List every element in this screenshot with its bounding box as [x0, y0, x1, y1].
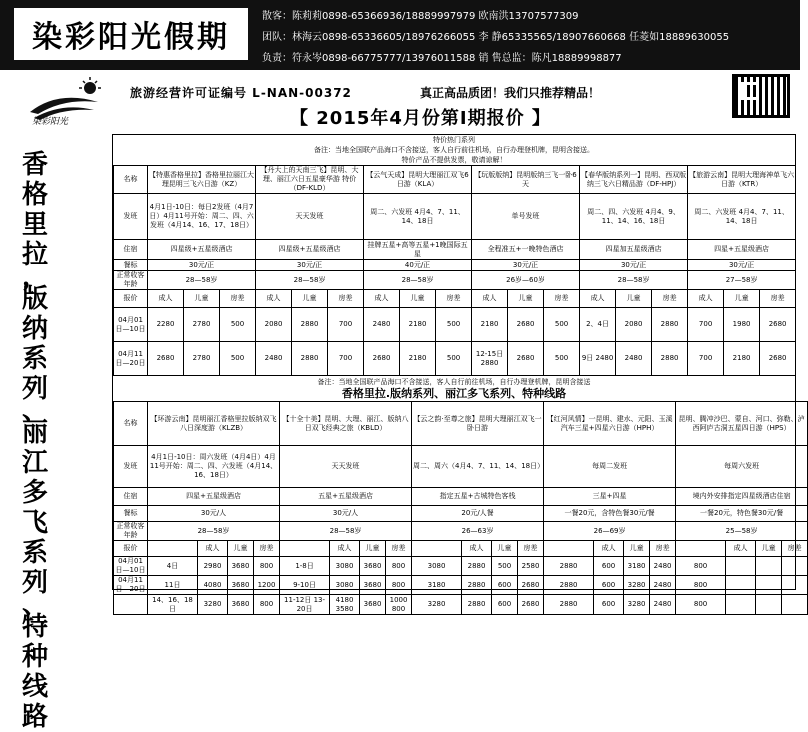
table-cell: 27—58岁: [688, 271, 796, 290]
table-cell: 成人: [256, 290, 292, 308]
table-cell: 3280: [624, 595, 650, 615]
table-cell: [782, 557, 808, 576]
table-cell: 28—58岁: [280, 522, 412, 541]
table-cell: 2480: [650, 576, 676, 595]
table-cell: 成人: [148, 290, 184, 308]
table-cell: 境内外安排指定四星级酒店住宿: [676, 488, 808, 506]
table-cell: 3680: [360, 595, 386, 615]
table-cell: 04月11日—20日: [114, 342, 148, 376]
table-cell: 800: [386, 576, 412, 595]
table-cell: 每周二发班: [544, 446, 676, 488]
table-cell: 28—58岁: [580, 271, 688, 290]
table-cell: 【特惠香格里拉】香格里拉丽江大理昆明三飞六日游（KZ）: [148, 166, 256, 194]
side-char: 多: [21, 478, 48, 508]
side-char: 纳: [21, 314, 48, 344]
header-bar: [0, 0, 800, 70]
table-cell: 四星级+五星级酒店: [148, 240, 256, 260]
table-cell: 成人: [364, 290, 400, 308]
table-cell: 30元/正: [688, 260, 796, 271]
table-cell: 28—58岁: [148, 271, 256, 290]
table-cell: 房差: [760, 290, 796, 308]
table-cell: 600: [594, 595, 624, 615]
table-cell: 单号发班: [472, 194, 580, 240]
table-row: [114, 576, 808, 595]
table-cell: 周二、六发班 4月4、7、11、14、18日: [688, 194, 796, 240]
table-cell: 报价: [114, 541, 148, 557]
side-char: 线: [21, 672, 48, 702]
table-cell: 周二、六发班 4月4、7、11、14、18日: [364, 194, 472, 240]
table-cell: 挂牌五星+高等五星+1晚国际五星: [364, 240, 472, 260]
table-row: [114, 271, 796, 290]
section1-header: 特价热门系列: [433, 136, 475, 144]
table-cell: 成人: [198, 541, 228, 557]
table-cell: 四星+五星级酒店: [148, 488, 280, 506]
row-label: 餐标: [114, 260, 148, 271]
table-row: [114, 506, 808, 522]
price-sheet: [112, 134, 805, 613]
table-cell: 2180: [400, 308, 436, 342]
side-char: 丽: [21, 418, 48, 448]
table-cell: 500: [220, 342, 256, 376]
table-row: [114, 557, 808, 576]
table-cell: 2180: [724, 342, 760, 376]
table-row: [114, 595, 808, 615]
contact-line: 团队：林海云0898-65336605/18976266055 李 静65335565/18907660668 任菱如18889630055: [262, 32, 730, 43]
row-label: 住宿: [114, 488, 148, 506]
logo-caption: 染彩阳光: [32, 117, 69, 127]
side-title: [4, 150, 66, 732]
table-cell: 昆明、腾冲沙巴、蒙自、河口、弥勒、泸西阿庐古洞五星四日游（HPS）: [676, 402, 808, 446]
table-cell: 1200: [254, 576, 280, 595]
table-cell: 【红河风情】一昆明、建水、元阳、玉溪汽车三星+四星六日游（HPH）: [544, 402, 676, 446]
table-cell: 3280: [624, 576, 650, 595]
table-cell: 700: [328, 308, 364, 342]
table-cell: 2080: [616, 308, 652, 342]
table-cell: 2、4日: [580, 308, 616, 342]
table-cell: 9-10日: [280, 576, 330, 595]
slogan: 真正高品质团！我们只推荐精品！: [420, 86, 601, 100]
side-char: 种: [21, 642, 48, 672]
table-cell: 房差: [544, 290, 580, 308]
section1-table: [113, 165, 796, 376]
table-row: [114, 522, 808, 541]
table-cell: 2880: [652, 342, 688, 376]
section1-note: 特价产品不提供发票，敬请谅解！: [401, 156, 507, 164]
table-cell: 2180: [400, 342, 436, 376]
table-cell: 房差: [650, 541, 676, 557]
table-cell: 3080: [330, 576, 360, 595]
table-cell: [756, 576, 782, 595]
table-cell: 04月01日—10日: [114, 308, 148, 342]
table-cell: 儿童: [616, 290, 652, 308]
table-cell: 2880: [544, 595, 594, 615]
table-cell: 房差: [436, 290, 472, 308]
table-cell: 2880: [544, 557, 594, 576]
table-row: [114, 290, 796, 308]
table-cell: 儿童: [756, 541, 782, 557]
table-cell: 26岁—60岁: [472, 271, 580, 290]
table-cell: 房差: [386, 541, 412, 557]
side-char: 、: [21, 590, 48, 620]
table-cell: 儿童: [724, 290, 760, 308]
table-cell: 600: [594, 557, 624, 576]
table-cell: 2480: [616, 342, 652, 376]
table-cell: [544, 541, 594, 557]
table-cell: 3180: [412, 576, 462, 595]
side-char: 格: [21, 180, 48, 210]
table-cell: 成人: [472, 290, 508, 308]
table-cell: 指定五星+古城特色客栈: [412, 488, 544, 506]
table-cell: [726, 576, 756, 595]
table-cell: 4080: [198, 576, 228, 595]
contact-list: [262, 6, 792, 69]
table-row: [114, 342, 796, 376]
table-cell: 1-8日: [280, 557, 330, 576]
side-char: 江: [21, 448, 48, 478]
table-cell: 三星+四星: [544, 488, 676, 506]
table-cell: [726, 595, 756, 615]
side-char: 系: [21, 538, 48, 568]
table-cell: 儿童: [184, 290, 220, 308]
table-row: [114, 194, 796, 240]
table-cell: 28—58岁: [364, 271, 472, 290]
table-cell: 【云之韵·至尊之旅】昆明大理丽江双飞一卧日游: [412, 402, 544, 446]
table-cell: 4月1日-10日：周六发班（4月4日）4月11号开始：周二、四、六发班（4月14、16、18日）: [148, 446, 280, 488]
side-char: 列: [21, 568, 48, 598]
table-cell: 房差: [782, 541, 808, 557]
table-cell: 800: [254, 595, 280, 615]
table-cell: 【环游云南】昆明丽江香格里拉版纳双飞八日深度游（KLZB）: [148, 402, 280, 446]
table-cell: 30元/正: [148, 260, 256, 271]
table-cell: 2680: [364, 342, 400, 376]
table-cell: 500: [492, 557, 518, 576]
table-cell: 2680: [518, 595, 544, 615]
table-cell: 3680: [228, 595, 254, 615]
row-label: 发班: [114, 446, 148, 488]
table-cell: 儿童: [624, 541, 650, 557]
table-cell: 【丹大上的天南三飞】昆明、大理、丽江六日五星豪华游 特价（DF-KLD）: [256, 166, 364, 194]
table-cell: [726, 557, 756, 576]
table-cell: 11-12日 13-20日: [280, 595, 330, 615]
table-cell: 04月11日—20日: [114, 576, 148, 595]
table-cell: 11日: [148, 576, 198, 595]
table-cell: 500: [544, 308, 580, 342]
table-cell: [280, 541, 330, 557]
table-cell: 600: [492, 576, 518, 595]
table-cell: 28—58岁: [148, 522, 280, 541]
section2-note: 备注：当地全国联产品海口不含接送，客人自行前往机场，自行办理登机牌，昆明含接送: [317, 378, 591, 386]
brand-name: 染彩阳光假期: [12, 6, 250, 62]
row-label: 正常收客年龄: [114, 271, 148, 290]
table-cell: 一餐20元，特色餐30元/餐: [676, 506, 808, 522]
table-row: [114, 541, 808, 557]
table-cell: 3180: [624, 557, 650, 576]
table-cell: 四星+五星级酒店: [688, 240, 796, 260]
table-cell: 房差: [518, 541, 544, 557]
table-cell: 4日: [148, 557, 198, 576]
table-cell: 700: [688, 342, 724, 376]
table-cell: 04月01日—10日: [114, 557, 148, 576]
row-label: 餐标: [114, 506, 148, 522]
table-cell: [148, 541, 198, 557]
table-cell: 成人: [330, 541, 360, 557]
table-cell: 天天发班: [280, 446, 412, 488]
contact-line: 散客：陈莉莉0898-65366936/18889997979 欧南洪13707577309: [262, 11, 579, 22]
table-cell: 600: [594, 576, 624, 595]
table-cell: 2680: [518, 576, 544, 595]
table-cell: 四星加五星级酒店: [580, 240, 688, 260]
table-cell: 9日 2480: [580, 342, 616, 376]
table-cell: 30元/人: [148, 506, 280, 522]
table-cell: 房差: [254, 541, 280, 557]
side-char: 、: [21, 396, 48, 426]
table-cell: 26—69岁: [544, 522, 676, 541]
table-cell: 30元/正: [580, 260, 688, 271]
table-cell: 2980: [198, 557, 228, 576]
table-cell: 800: [676, 557, 726, 576]
table-cell: 儿童: [360, 541, 386, 557]
table-cell: 四星级+五星级酒店: [256, 240, 364, 260]
table-cell: 2480: [650, 557, 676, 576]
table-cell: 【云气天成】昆明大理丽江双飞6日游（KLA）: [364, 166, 472, 194]
table-cell: 700: [328, 342, 364, 376]
table-row: [114, 446, 808, 488]
table-cell: 成人: [594, 541, 624, 557]
table-cell: 2880: [652, 308, 688, 342]
table-cell: 40元/正: [364, 260, 472, 271]
table-cell: 成人: [580, 290, 616, 308]
side-char: 香: [21, 150, 48, 180]
table-cell: 26—63岁: [412, 522, 544, 541]
table-cell: 800: [254, 557, 280, 576]
table-cell: 500: [544, 342, 580, 376]
table-cell: 2680: [760, 342, 796, 376]
table-cell: 1000 800: [386, 595, 412, 615]
table-cell: [756, 595, 782, 615]
table-cell: 【十全十美】昆明、大理、丽江、版纳八日双飞经典之旅（KBLD）: [280, 402, 412, 446]
table-cell: 25—58岁: [676, 522, 808, 541]
table-cell: 2880: [292, 308, 328, 342]
table-cell: 3680: [228, 557, 254, 576]
table-cell: 儿童: [492, 541, 518, 557]
table-cell: 2880: [462, 595, 492, 615]
table-cell: 2680: [148, 342, 184, 376]
table-cell: 28—58岁: [256, 271, 364, 290]
table-cell: 30元/人: [280, 506, 412, 522]
table-cell: [756, 557, 782, 576]
contact-line: 负责：符永岑0898-66775777/13976011588 销 售总监：陈凡18889998877: [262, 53, 622, 64]
table-cell: 成人: [726, 541, 756, 557]
table-cell: 20元/人餐: [412, 506, 544, 522]
table-cell: [412, 541, 462, 557]
table-row: [114, 166, 796, 194]
table-cell: 2680: [508, 308, 544, 342]
table-cell: 儿童: [292, 290, 328, 308]
table-cell: 儿童: [400, 290, 436, 308]
table-cell: 2480: [256, 342, 292, 376]
section2-banner: 香格里拉.版纳系列、丽江多飞系列、特种线路: [341, 387, 567, 400]
table-cell: 每周六发班: [676, 446, 808, 488]
table-cell: 700: [688, 308, 724, 342]
table-cell: 儿童: [228, 541, 254, 557]
table-cell: 2280: [148, 308, 184, 342]
table-cell: 儿童: [508, 290, 544, 308]
table-cell: 成人: [688, 290, 724, 308]
section2-table: [113, 401, 808, 615]
table-cell: 【玩版版纳】昆明版纳三飞一卧6天: [472, 166, 580, 194]
table-cell: 1980: [724, 308, 760, 342]
table-cell: 2880: [462, 576, 492, 595]
row-label: 正常收客年龄: [114, 522, 148, 541]
table-cell: 房差: [220, 290, 256, 308]
table-cell: 五星+五星级酒店: [280, 488, 412, 506]
table-row: [114, 260, 796, 271]
table-cell: 成人: [462, 541, 492, 557]
table-cell: 周二、四、六发班 4月4、9、11、14、16、18日: [580, 194, 688, 240]
row-label: 住宿: [114, 240, 148, 260]
table-cell: 2780: [184, 342, 220, 376]
table-cell: 3680: [228, 576, 254, 595]
table-cell: 500: [220, 308, 256, 342]
side-char: 系: [21, 344, 48, 374]
table-cell: 500: [436, 308, 472, 342]
side-char: 特: [21, 612, 48, 642]
table-row: [114, 402, 808, 446]
table-cell: 3280: [198, 595, 228, 615]
table-cell: 3680: [360, 557, 386, 576]
table-cell: 2880: [292, 342, 328, 376]
table-cell: 3080: [330, 557, 360, 576]
table-cell: 800: [676, 576, 726, 595]
page-title: 【 2015年4月份第I期报价 】: [290, 108, 551, 129]
table-cell: 2680: [760, 308, 796, 342]
table-cell: 2080: [256, 308, 292, 342]
table-cell: 【春华版纳系列一】昆明、西双版纳三飞六日精品游（DF-HPJ）: [580, 166, 688, 194]
table-cell: 天天发班: [256, 194, 364, 240]
table-cell: 2880: [462, 557, 492, 576]
side-char: 拉: [21, 240, 48, 270]
table-cell: 2480: [650, 595, 676, 615]
table-cell: 房差: [652, 290, 688, 308]
table-cell: 3680: [360, 576, 386, 595]
row-label: 名称: [114, 402, 148, 446]
table-cell: 14、16、18日: [148, 595, 198, 615]
side-char: ，: [21, 262, 48, 292]
table-cell: 30元/正: [256, 260, 364, 271]
side-char: 里: [21, 210, 48, 240]
side-char: 路: [21, 702, 48, 732]
table-cell: 4180 3580: [330, 595, 360, 615]
row-label: 发班: [114, 194, 148, 240]
table-cell: 3280: [412, 595, 462, 615]
table-row: [114, 488, 808, 506]
license-number: 旅游经营许可证编号 L-NAN-00372: [130, 86, 352, 100]
table-cell: 800: [386, 557, 412, 576]
table-row: [114, 308, 796, 342]
table-cell: [114, 595, 148, 615]
table-cell: 全程准五+一晚特色酒店: [472, 240, 580, 260]
table-cell: 2580: [518, 557, 544, 576]
table-cell: 500: [436, 342, 472, 376]
table-cell: 800: [676, 595, 726, 615]
table-cell: 4月1日-10日：每日2发班（4月7日）4月11号开始：周二、四、六发班（4月14、16、17、18日）: [148, 194, 256, 240]
table-cell: 2880: [544, 576, 594, 595]
side-char: 飞: [21, 508, 48, 538]
table-cell: 2480: [364, 308, 400, 342]
section1-note: 备注：当地全国联产品海口不含接送，客人自行前往机场，自行办理登机牌，昆明含接送。: [314, 146, 594, 154]
table-cell: 2780: [184, 308, 220, 342]
table-cell: 600: [492, 595, 518, 615]
table-cell: 3080: [412, 557, 462, 576]
table-cell: [676, 541, 726, 557]
table-cell: 房差: [328, 290, 364, 308]
qr-code-icon: [732, 74, 790, 118]
table-cell: 【旅游云南】昆明大理海神单飞六日游（KTR）: [688, 166, 796, 194]
table-row: [114, 240, 796, 260]
row-label: 名称: [114, 166, 148, 194]
side-char: 列: [21, 374, 48, 404]
table-cell: 12-15日 2880: [472, 342, 508, 376]
table-cell: 30元/正: [472, 260, 580, 271]
table-cell: 一餐20元，含特色餐30元/餐: [544, 506, 676, 522]
table-cell: 周二、周六（4月4、7、11、14、18日）: [412, 446, 544, 488]
table-cell: 2680: [508, 342, 544, 376]
table-cell: 报价: [114, 290, 148, 308]
table-cell: [782, 595, 808, 615]
table-cell: 2180: [472, 308, 508, 342]
table-cell: [782, 576, 808, 595]
side-char: 版: [21, 284, 48, 314]
